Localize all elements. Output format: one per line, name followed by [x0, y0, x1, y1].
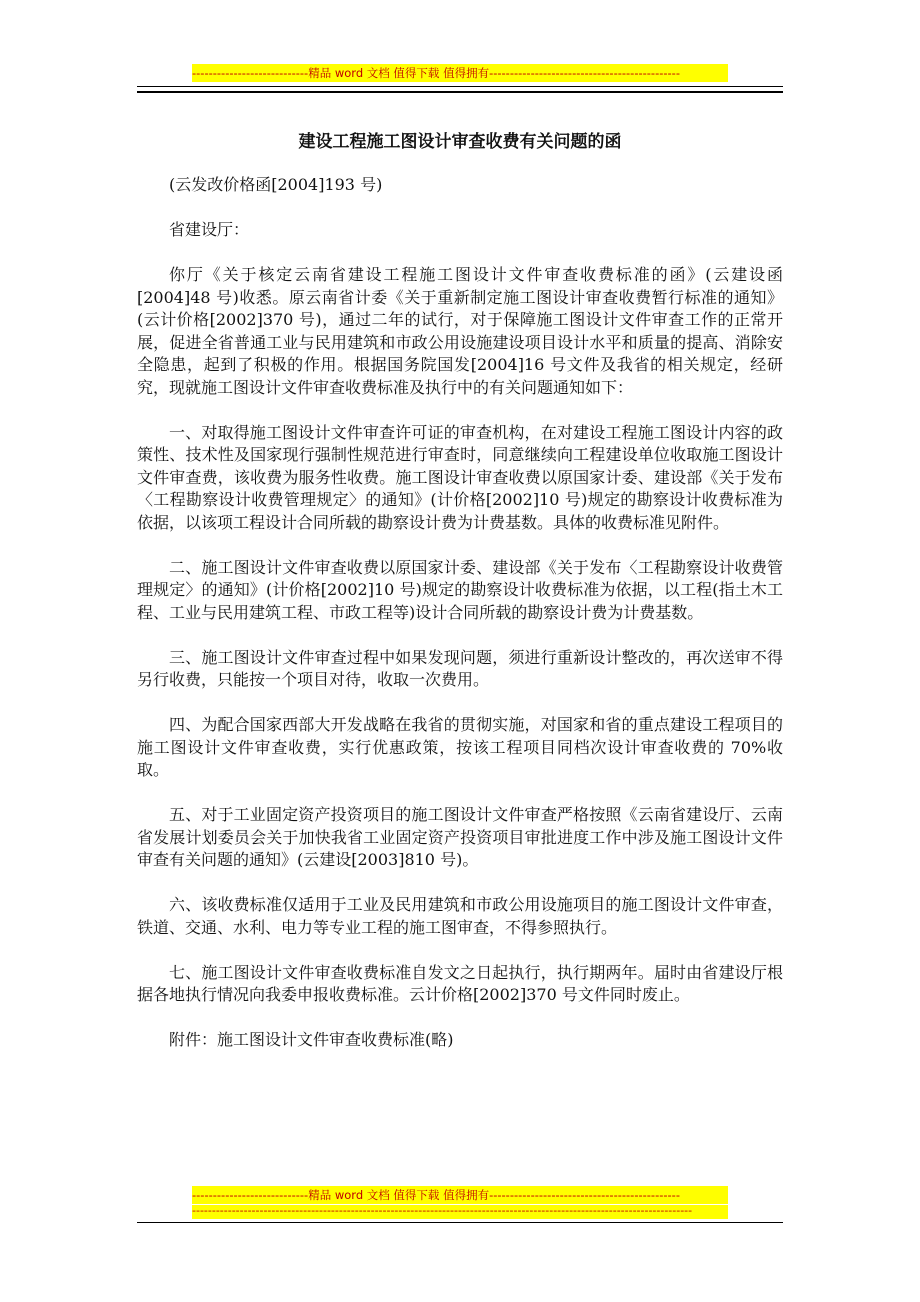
footer-banner-fill: ------------------------------------------------------------------------------------------------------------------------------ [192, 1205, 728, 1219]
item-1-paragraph: 一、对取得施工图设计文件审查许可证的审查机构，在对建设工程施工图设计内容的政策性、技术性及国家现行强制性规范进行审查时，同意继续向工程建设单位收取施工图设计文件审查费，该收费为服务性收费。施工图设计审查收费以原国家计委、建设部《关于发布〈工程勘察设计收费管理规定〉的通知》(计价格[2002]10 号)规定的勘察设计收费标准为依据，以该项工程设计合同所载的勘察设计费为计费基数。具体的收费标准见附件。 [137, 422, 783, 532]
footer-banner: ----------------------------精品 word 文档 值得下载 值得拥有---------------------------------------------- [192, 1186, 728, 1204]
item-3-paragraph: 三、施工图设计文件审查过程中如果发现问题，须进行重新设计整改的，再次送审不得另行收费，只能按一个项目对待，收取一次费用。 [137, 647, 783, 689]
item-4-paragraph: 四、为配合国家西部大开发战略在我省的贯彻实施，对国家和省的重点建设工程项目的施工图设计文件审查收费，实行优惠政策，按该工程项目同档次设计审查收费的 70%收取。 [137, 715, 783, 779]
intro-paragraph: 你厅《关于核定云南省建设工程施工图设计文件审查收费标准的函》(云建设函[2004]48 号)收悉。原云南省计委《关于重新制定施工图设计审查收费暂行标准的通知》(云计价格[2002]370 号)，通过二年的试行，对于保障施工图设计文件审查工作的正常开展，促进全省普通工业与民用建筑和市政公用设施建设项目设计水平和质量的提高、消除安全隐患，起到了积极的作用。根据国务院国发[2004]16 号文件及我省的相关规定，经研究，现就施工图设计文件审查收费标准及执行中的有关问题通知如下： [137, 265, 783, 397]
document-reference: (云发改价格函[2004]193 号) [169, 175, 383, 194]
header-rule-thick [137, 91, 783, 93]
item-2-paragraph: 二、施工图设计文件审查收费以原国家计委、建设部《关于发布〈工程勘察设计收费管理规定〉的通知》(计价格[2002]10 号)规定的勘察设计收费标准为依据，以工程(指土木工程、工业与民用建筑工程、市政工程等)设计合同所载的勘察设计费为计费基数。 [137, 557, 783, 622]
document-body [137, 174, 783, 1052]
item-7-paragraph: 七、施工图设计文件审查收费标准自发文之日起执行，执行期两年。届时由省建设厅根据各地执行情况向我委申报收费标准。云计价格[2002]370 号文件同时废止。 [137, 962, 783, 1004]
salutation: 省建设厅： [169, 220, 250, 239]
document-title: 建设工程施工图设计审查收费有关问题的函 [298, 132, 622, 152]
item-6-paragraph: 六、该收费标准仅适用于工业及民用建筑和市政公用设施项目的施工图设计文件审查，铁道、交通、水利、电力等专业工程的施工图审查，不得参照执行。 [137, 895, 783, 937]
header-rule-thin [137, 86, 783, 87]
item-5-paragraph: 五、对于工业固定资产投资项目的施工图设计文件审查严格按照《云南省建设厅、云南省发展计划委员会关于加快我省工业固定资产投资项目审批进度工作中涉及施工图设计文件审查有关问题的通知》(云建设[2003]810 号)。 [137, 805, 783, 869]
footer-rule [137, 1222, 783, 1223]
header-banner: ----------------------------精品 word 文档 值得下载 值得拥有---------------------------------------------- [192, 64, 728, 82]
attachment-line: 附件：施工图设计文件审查收费标准(略) [169, 1030, 454, 1049]
